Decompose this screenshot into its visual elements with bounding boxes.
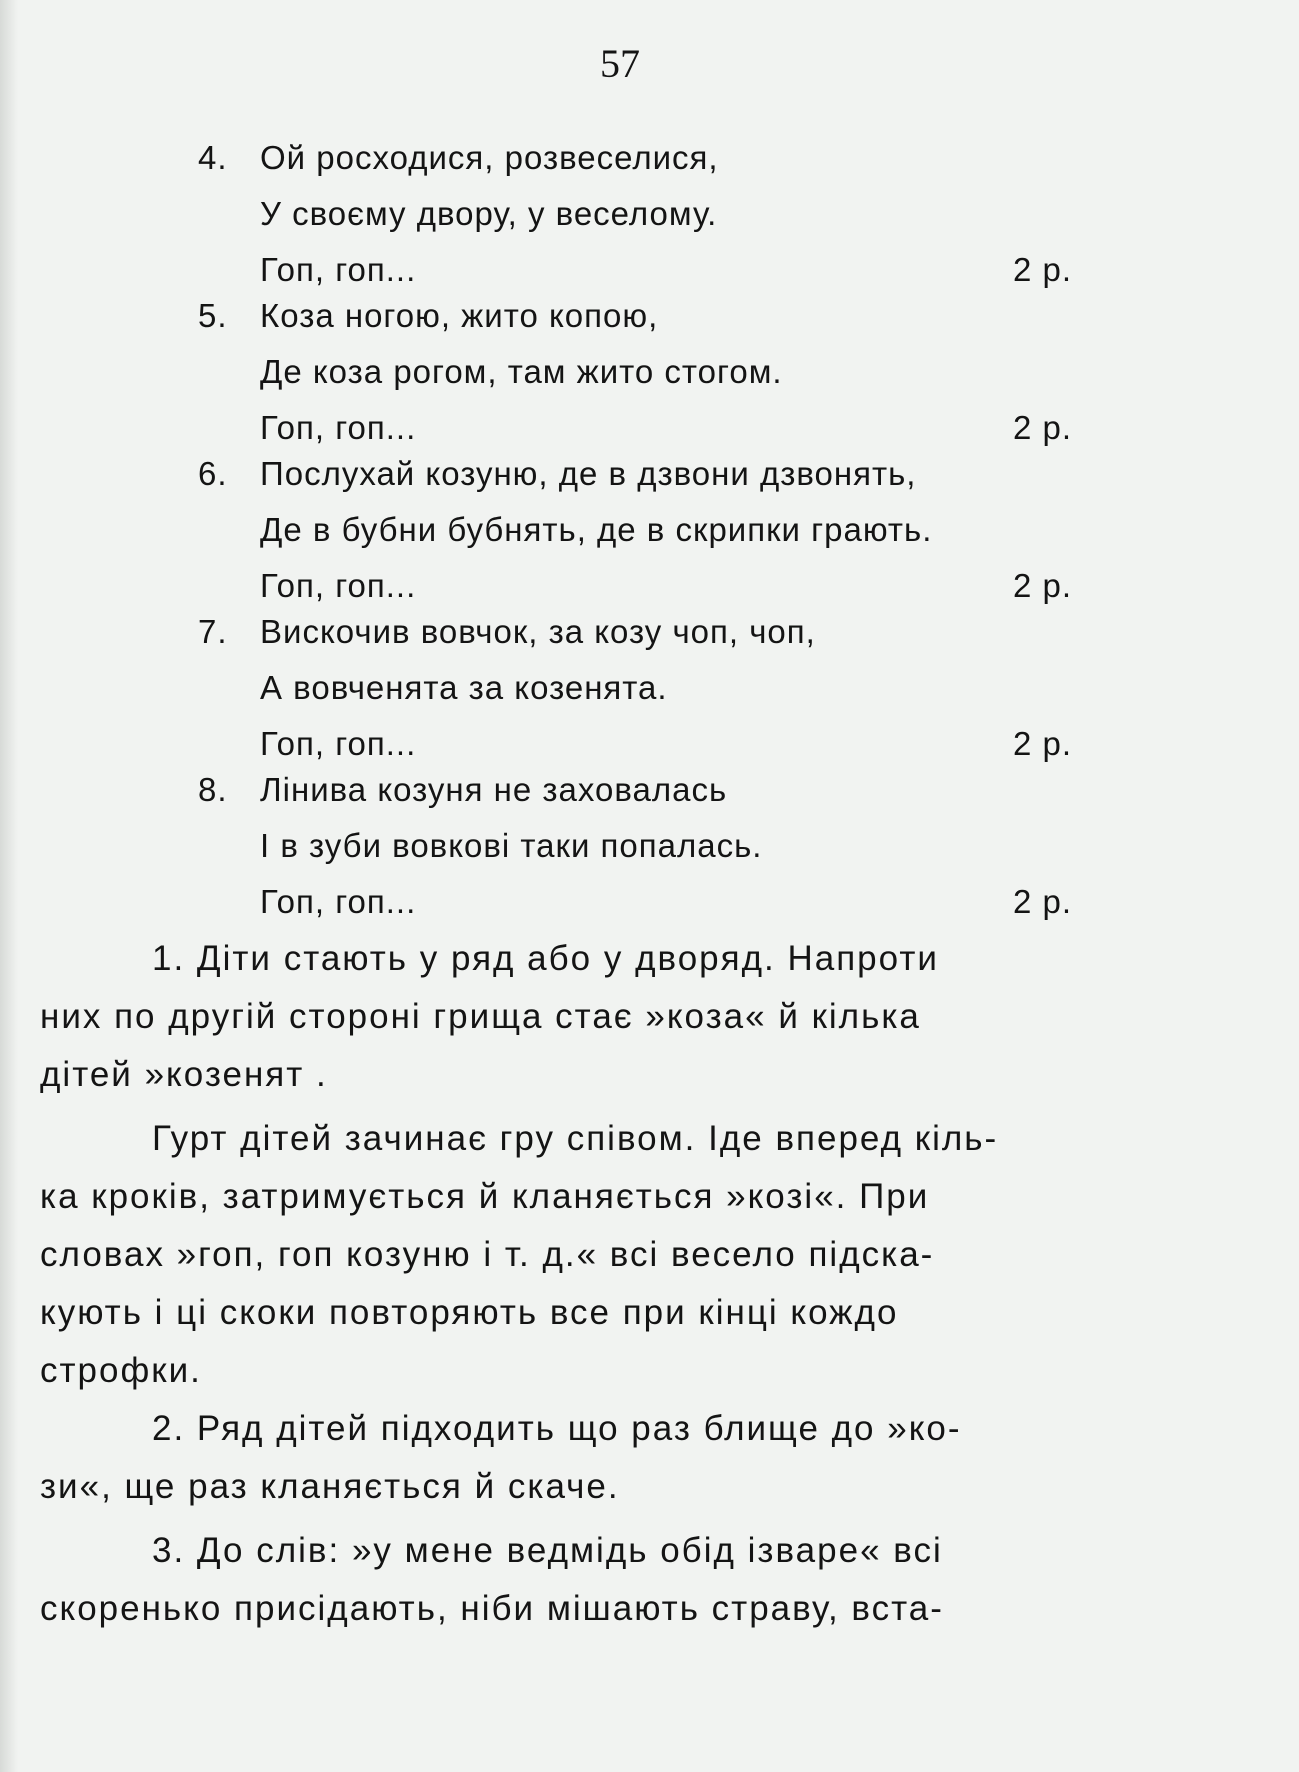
stanza-number: 8.	[198, 771, 228, 808]
verse-text: Коза ногою, жито копою,	[260, 297, 659, 334]
refrain-text: Гоп, гоп...	[260, 883, 417, 920]
repeat-mark: 2 р.	[1013, 883, 1073, 920]
stanza-line	[198, 344, 1098, 400]
paragraph-line: 3. До слів: »у мене ведмідь обід ізваре« всі	[152, 1531, 943, 1570]
stanza-line	[198, 604, 1098, 660]
verse-text: І в зуби вовкові таки попалась.	[260, 827, 763, 864]
stanza-line	[198, 446, 1098, 502]
stanza-number: 5.	[198, 297, 228, 334]
page-edge-shadow	[0, 0, 18, 1772]
paragraph-line: ка кроків, затримується й кланяється »козі«. При	[40, 1177, 930, 1216]
verse-text: А вовченята за козенята.	[260, 669, 668, 706]
stanza-line	[198, 762, 1098, 818]
paragraph-line: 1. Діти стають у ряд або у двоpяд. Напроти	[152, 939, 939, 978]
refrain-text: Гоп, гоп...	[260, 251, 417, 288]
stanza-number: 4.	[198, 139, 228, 176]
stanza-line	[198, 660, 1098, 716]
stanza-line	[198, 288, 1098, 344]
refrain-text: Гоп, гоп...	[260, 409, 417, 446]
verse-text: Послухай козуню, де в дзвони дзвонять,	[260, 455, 917, 492]
verse-text: У своєму двору, у веселому.	[260, 195, 718, 232]
paragraph-line: них по другій стороні грища стає »коза« й кілька	[40, 997, 921, 1036]
paragraph-line: Гурт дітей зачинає гру співом. Іде вперед кіль-	[152, 1119, 999, 1158]
instruction-paragraph	[40, 1522, 1195, 1638]
verse-text: Ой росходися, розвеселися,	[260, 139, 719, 176]
stanza-refrain-line	[198, 874, 1098, 930]
song-stanza	[198, 446, 1098, 614]
stanza-line	[198, 186, 1098, 242]
paragraph-line: кують і ці скоки повторяють все при кінці кождо	[40, 1293, 899, 1332]
refrain-text: Гоп, гоп...	[260, 567, 417, 604]
song-stanza	[198, 604, 1098, 772]
stanza-number: 6.	[198, 455, 228, 492]
stanza-line	[198, 130, 1098, 186]
paragraph-line: скоренько присідають, ніби мішають страву, вста-	[40, 1589, 944, 1628]
instruction-paragraph	[40, 1110, 1195, 1400]
verse-text: Вискочив вовчок, за козу чоп, чоп,	[260, 613, 816, 650]
repeat-mark: 2 р.	[1013, 567, 1073, 604]
repeat-mark: 2 р.	[1013, 409, 1073, 446]
paragraph-line: 2. Ряд дітей підходить що раз блище до »ко-	[152, 1409, 962, 1448]
instruction-paragraph	[40, 930, 1195, 1104]
paragraph-line: зи«, ще раз кланяється й скаче.	[40, 1467, 620, 1506]
verse-text: Лінива козуня не заховалась	[260, 771, 728, 808]
verse-text: Де в бубни бубнять, де в скрипки грають.	[260, 511, 933, 548]
stanza-line	[198, 502, 1098, 558]
song-stanza	[198, 288, 1098, 456]
refrain-text: Гоп, гоп...	[260, 725, 417, 762]
verse-text: Де коза рогом, там жито стогом.	[260, 353, 783, 390]
paragraph-line: дітей »козенят .	[40, 1055, 328, 1094]
repeat-mark: 2 р.	[1013, 725, 1073, 762]
paragraph-line: словах »гоп, гоп козуню і т. д.« всі весело підска-	[40, 1235, 935, 1274]
stanza-number: 7.	[198, 613, 228, 650]
paragraph-line: строфки.	[40, 1351, 202, 1390]
stanza-line	[198, 818, 1098, 874]
song-stanza	[198, 762, 1098, 930]
instruction-paragraph	[40, 1400, 1195, 1516]
page-number: 57	[600, 41, 640, 86]
repeat-mark: 2 р.	[1013, 251, 1073, 288]
song-stanza	[198, 130, 1098, 298]
